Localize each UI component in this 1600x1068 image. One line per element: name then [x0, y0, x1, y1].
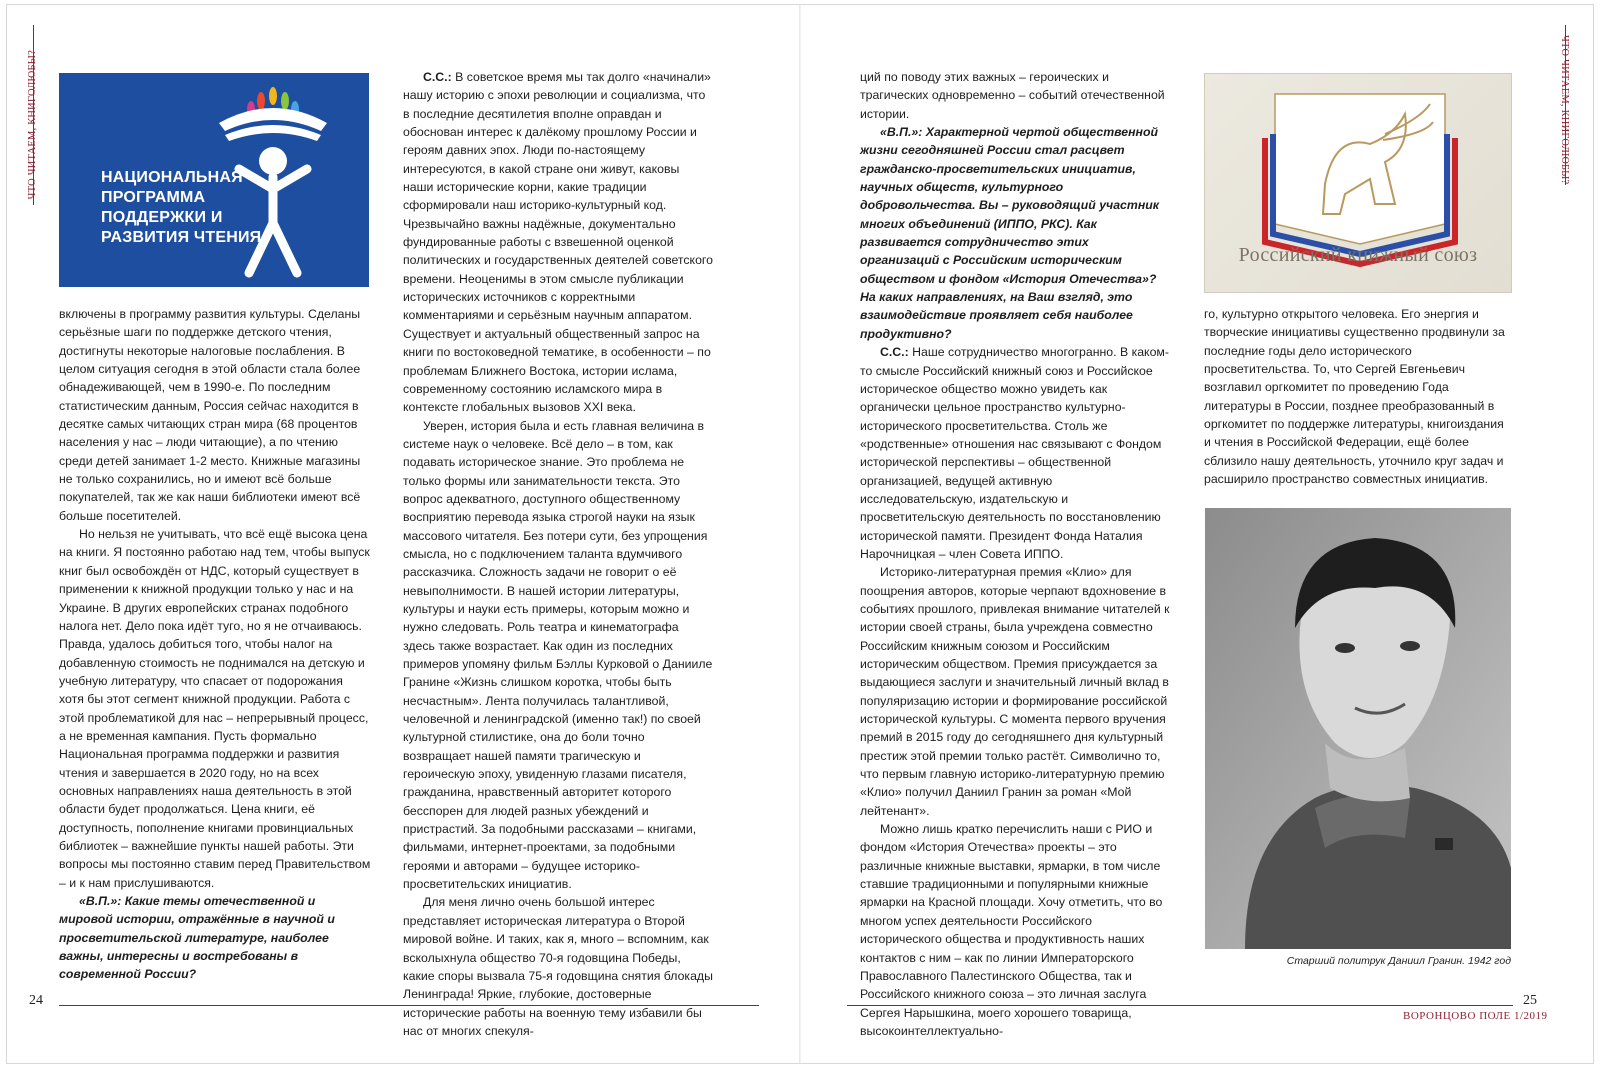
paragraph — [860, 563, 1170, 820]
speaker-label: С.С.: — [423, 70, 452, 84]
portrait-photo — [1205, 508, 1511, 949]
text-column-3 — [860, 68, 1170, 1040]
running-head-right: ЧТО ЧИТАЕМ, КНИГОЛЮБЫ? — [1559, 35, 1570, 185]
paragraph-text: Наше сотрудничество многогранно. В каком-то смысле Российский книжный союз и Российское историческое общество можно увидеть как органически цельное пространство культурно-исторического просветительства. Столь же «родственные» отношения нас связывают с Фондом исторической перспективы – общественной организацией, ведущей активную исследовательскую, издательскую и просветительскую деятельность по восстановлению исторической памяти. Президент Фонда Наталия Нарочницкая – член Совета ИППО. — [860, 345, 1169, 561]
reading-program-logo — [59, 73, 369, 287]
paragraph — [403, 68, 713, 417]
speaker-label: С.С.: — [880, 345, 909, 360]
paragraph — [59, 525, 371, 892]
book-union-logo-text: Российский книжный союз — [1238, 244, 1478, 266]
paragraph-text: включены в программу развития культуры. Сделаны серьёзные шаги по поддержке детского чтения, достигнуты некоторые налоговые послабления. В целом ситуация сегодня в этой области стала более обнадеживающей, чем в 1990-е. По последним статистическим данным, Россия сейчас находится в десятке самых читающих стран мира (68 процентов населения у нас – люди читающие), а по чтению среди детей занимает 1-2 место. Книжные магазины не только сохранились, но и имеют всё больше покупателей, так же как наши библиотеки имеют всё больше посетителей. — [59, 307, 361, 523]
portrait-photo-image — [1205, 508, 1511, 949]
paragraph — [860, 68, 1170, 123]
journal-title: ВОРОНЦОВО ПОЛЕ 1/2019 — [1403, 1010, 1548, 1022]
paragraph-text: Уверен, история была и есть главная величина в системе наук о человеке. Всё дело – в том, как подавать историческое знание. Это проблема не только формы или занимательности текста. Это вопрос адекватного, доступного общественному восприятию перевода языка строгой науки на язык массового читателя. Без потери сути, без упрощения смысла, но с подключением таланта вдумчивого рассказчика. Сложность задачи не говорит о её невыполнимости. В нашей истории литературы, культуры и науки есть примеры, которым можно и нужно следовать. Роль театра и кинематографа здесь также возрастает. Как один из последних примеров упомяну фильм Бэллы Курковой о Данииле Гранине «Жизнь слишком коротка, чтобы быть несчастным». Лента получилась талантливой, человечной и ленинградской (именно так!) по своей культурной стилистике, она до боли точно возвращает нашей памяти трагическую и героическую эпоху, увиденную глазами писателя, гражданина, нравственный авторитет которого бесспорен для людей разных убеждений и пристрастий. За подобными рассказами – книгами, фильмами, интернет-проектами, за подобными героями и авторами – будущее историко-просветительских инициатив. — [403, 418, 713, 892]
footer-rule-left — [59, 1005, 759, 1006]
paragraph — [860, 820, 1170, 1040]
paragraph-text: «В.П.»: Характерной чертой общественной жизни сегодняшней России стал расцвет гражданско-просветительских инициатив, научных обществ, культурного добровольчества. Вы – руководящий участник многих объединений (ИППО, РКС). Как развивается сотрудничество этих организаций с Российским историческим обществом и фондом «История Отечества»? На каких направлениях, на Ваш взгляд, это взаимодействие проявляет себя наиболее продуктивно? — [860, 125, 1160, 341]
text-column-1 — [59, 305, 371, 984]
text-column-2 — [403, 68, 713, 1040]
paragraph-text: Можно лишь кратко перечислить наши с РИО и фондом «История Отечества» проекты – это различные книжные выставки, ярмарки, в том числе ставшие традиционными и популярными книжные ярмарки на Красной площади. Хочу отметить, что во многом успех деятельности Российского исторического общества и продуктивность наших контактов с ним – как по линии Императорского Православного Палестинского Общества, так и Российского книжного союза – это личная заслуга Сергея Нарышкина, моего хорошего товарища, высокоинтеллектуально- — [860, 822, 1163, 1038]
text-column-4 — [1204, 305, 1512, 488]
magazine-spread — [6, 4, 1594, 1064]
page-number-left: 24 — [29, 993, 43, 1008]
paragraph — [860, 343, 1170, 563]
paragraph-text: «В.П.»: Какие темы отечественной и мировой истории, отражённые в научной и просветительской литературе, наиболее важны, интересны и востребованы в современной России? — [59, 894, 335, 982]
paragraph-text: ций по поводу этих важных – героических и трагических одновременно – событий отечественной истории. — [860, 70, 1165, 121]
paragraph — [59, 305, 371, 525]
paragraph-text: В советское время мы так долго «начинали» нашу историю с эпохи революции и социализма, что в последние десятилетия вполне оправдан и обоснован интерес к далёкому прошлому России и героям давних эпох. Люди по-настоящему интересуются, в какой стране они живут, каковы наши исторические корни, какие традиции сформировали наш историко-культурный код. Чрезвычайно важны надёжные, документально фундированные работы с взвешенной оценкой политических и государственных деятелей советского времени. Неоценимы в этом смысле публикации исторических источников с корректными комментариями и серьёзным научным аппаратом. Существует и актуальный общественный запрос на книги по востоковедной тематике, в особенности – по проблемам Ближнего Востока, истории ислама, современному состоянию исламского мира в контексте глобальных вызовов XXI века. — [403, 70, 713, 415]
paragraph-text: Историко-литературная премия «Клио» для поощрения авторов, которые черпают вдохновение в событиях прошлого, привлекая внимание читателей к истории своей страны, была учреждена совместно Российским книжным союзом и Российским историческим обществом. Премия присуждается за выдающиеся заслуги и значительный личный вклад в популяризацию истории и формирование российской исторической культуры. С момента первого вручения премий в 2015 году до сегодняшнего дня культурный престиж этой премии только растёт. Символично то, что первым главную историко-литературную премию «Клио» получил Даниил Гранин за роман «Мой лейтенант». — [860, 565, 1170, 818]
interview-question — [860, 123, 1170, 343]
running-head-left: ЧТО ЧИТАЕМ, КНИГОЛЮБЫ? — [27, 50, 38, 200]
photo-caption: Старший политрук Даниил Гранин. 1942 год — [1286, 955, 1511, 967]
paragraph — [403, 893, 713, 1040]
footer-rule-right — [847, 1005, 1513, 1006]
paragraph-text: Но нельзя не учитывать, что всё ещё высока цена на книги. Я постоянно работаю над тем, чтобы выпуск книг был освобождён от НДС, который существует в применении к книжной продукции только у нас и на Украине. В других европейских странах подобного налога нет. Дело пока идёт туго, но я не отчаиваюсь. Правда, удалось добиться того, чтобы налог на добавленную стоимость не поднимался на детскую и учебную литературу, что спасает от подорожания хотя бы этот сегмент книжной продукции. Работа с этой проблематикой для нас – непрерывный процесс, а не временная кампания. Пусть формально Национальная программа поддержки и развития чтения и завершается в 2020 году, но на всех основных направлениях наша деятельность в этой области будет продолжаться. Цена книги, её доступность, пополнение книгами провинциальных библиотек – важнейшие пункты нашей работы. Эти вопросы мы постоянно ставим перед Правительством – и к нам прислушиваются. — [59, 527, 371, 890]
page-number-right: 25 — [1523, 993, 1537, 1008]
paragraph-text: го, культурно открытого человека. Его энергия и творческие инициативы существенно продвинули за последние годы дело исторического просветительства. То, что Сергей Евгеньевич возглавил оргкомитет по проведению Года литературы в России, позднее преобразованный в оргкомитет по поддержке литературы, книгоиздания и чтения в Российской Федерации, ещё более сблизило нашу деятельность, уточнило круг задач и расширило пространство совместных инициатив. — [1204, 307, 1505, 487]
paragraph-text: Для меня лично очень большой интерес представляет историческая литература о Второй мировой войне. И таких, как я, много – вспомним, как всколыхнула общество 70-я годовщина Победы, какие споры вызвала 75-я годовщина снятия блокады Ленинграда! Яркие, глубокие, достоверные исторические работы на военную тему избавили бы нас от многих спекуля- — [403, 895, 713, 1038]
paragraph — [403, 417, 713, 894]
paragraph — [1204, 305, 1512, 488]
book-union-logo — [1204, 73, 1512, 293]
reading-program-logo-text: НАЦИОНАЛЬНАЯ ПРОГРАММА ПОДДЕРЖКИ И РАЗВИТИЯ ЧТЕНИЯ — [101, 169, 262, 246]
gutter — [799, 5, 801, 1063]
interview-question — [59, 892, 371, 984]
